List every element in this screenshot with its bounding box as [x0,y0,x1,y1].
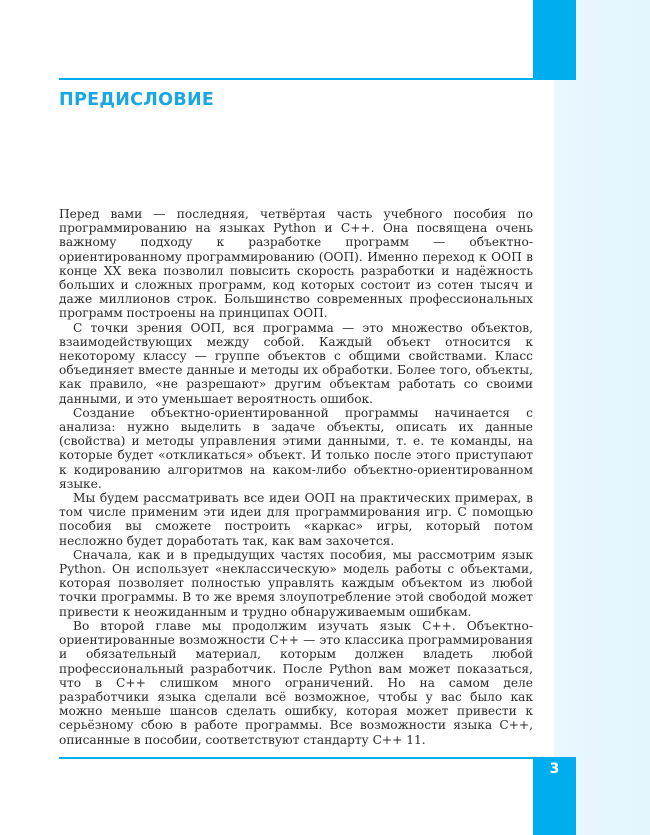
page-number-tab [533,757,576,835]
side-margin-panel [554,0,650,835]
paragraph-6: Во второй главе мы продолжим изучать язык C++. Объектно-ориентированные возможности C++ — это классика программирования и обязательный материал, которым должен владеть любой профессиональный разработчик. После Python вам может показаться, что в C++ слишком много ограничений. Но на самом деле разработчики языка сделали всё возможное, чтобы у вас было как можно меньше шансов сделать ошибку, которая может привести к серьёзному сбою в работе программы. Все возможности языка C++, описанные в пособии, соответствуют стандарту C++ 11. [59,618,533,747]
paragraph-4: Мы будем рассматривать все идеи ООП на практических примерах, в том числе применим эти идеи для программирования игр. С помощью пособия вы сможете построить «каркас» игры, который потом несложно будет доработать так, как вам захочется. [59,491,533,548]
paragraph-5: Сначала, как и в предыдущих частях пособия, мы рассмотрим язык Python. Он использует «неклассическую» модель работы с объектами, которая позволяет полностью управлять каждым объектом из любой точки программы. В то же время злоупотребление этой свободой может привести к неожиданным и трудно обнаруживаемым ошибкам. [59,547,533,619]
header-rule [59,78,576,80]
page-number: 3 [549,761,560,777]
paragraph-3: Создание объектно-ориентированной программы начинается с анализа: нужно выделить в задаче объекты, описать их данные (свойства) и методы управления этими данными, т. е. те команды, на которые будет «откликаться» объект. И только после этого приступают к кодированию алгоритмов на каком-либо объектно-ориентированном языке. [59,405,533,491]
top-color-tab [533,0,576,79]
paragraph-1: Перед вами — последняя, четвёртая часть учебного пособия по программированию на языках Python и C++. Она посвящена очень важному подходу к разработке программ — объектно-ориентированному программированию (ООП). Именно переход к ООП в конце XX века позволил повысить скорость разработки и надёжность больших и сложных программ, код которых состоит из сотен тысяч и даже миллионов строк. Большинство современных профессиональных программ построены на принципах ООП. [59,207,533,321]
paragraph-2: С точки зрения ООП, вся программа — это множество объектов, взаимодействующих между собой. Каждый объект относится к некоторому классу — группе объектов с общими свойствами. Класс объединяет вместе данные и методы их обработки. Более того, объекты, как правило, «не разрешают» другим объектам работать со своими данными, и это уменьшает вероятность ошибок. [59,320,533,406]
body-text [59,207,533,747]
footer-rule [59,757,576,759]
page-title: ПРЕДИСЛОВИЕ [59,90,215,110]
